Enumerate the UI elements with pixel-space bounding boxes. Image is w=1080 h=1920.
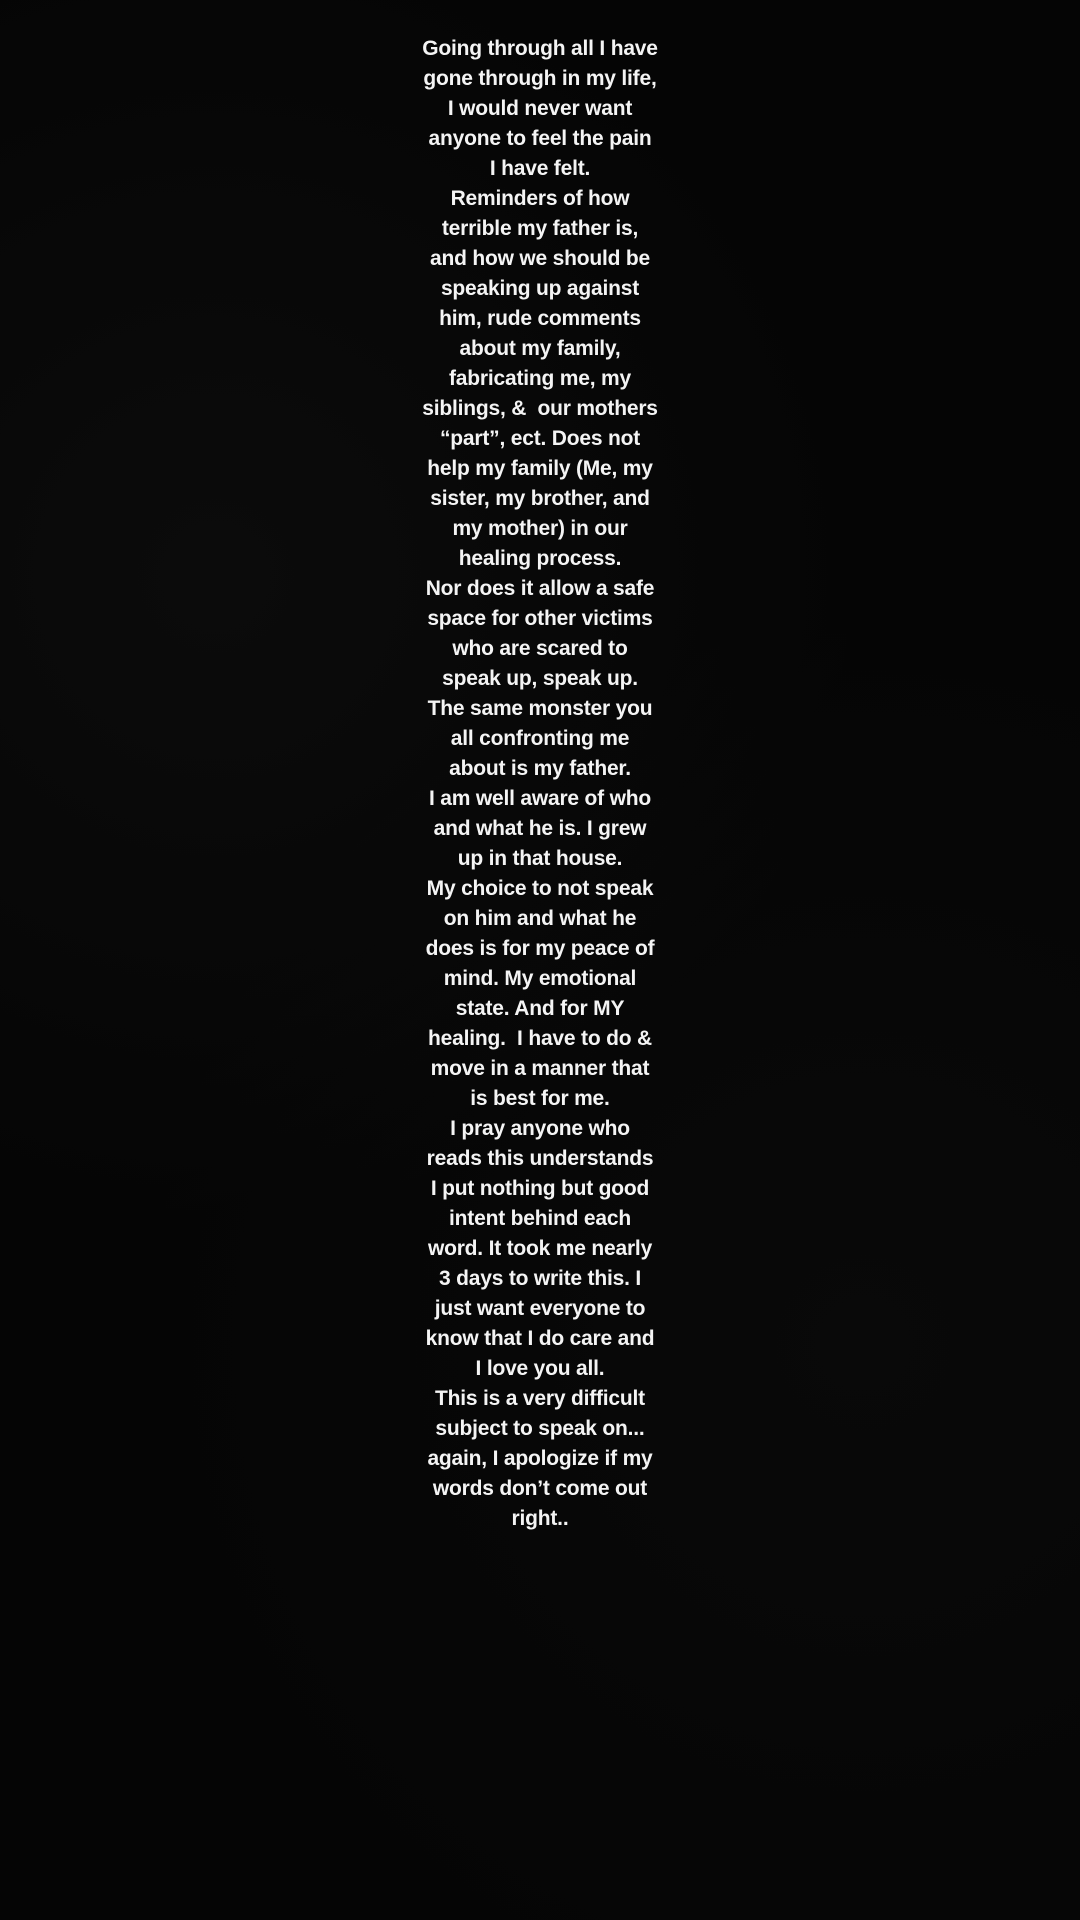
story-line: does is for my peace of: [425, 937, 655, 960]
story-line: help my family (Me, my: [427, 457, 653, 480]
story-line: all confronting me: [450, 727, 630, 750]
story-line: on him and what he: [443, 907, 637, 930]
story-line: I am well aware of who: [429, 787, 651, 810]
story-line: space for other victims: [427, 607, 653, 630]
story-line: just want everyone to: [434, 1297, 646, 1320]
story-line: is best for me.: [470, 1087, 610, 1110]
story-line: word. It took me nearly: [427, 1237, 653, 1260]
story-line: I love you all.: [475, 1357, 605, 1380]
story-line: terrible my father is,: [441, 217, 639, 240]
story-line: reads this understands: [426, 1147, 654, 1170]
story-line: and what he is. I grew: [433, 817, 647, 840]
story-line: move in a manner that: [430, 1057, 650, 1080]
story-line: This is a very difficult: [435, 1387, 645, 1410]
story-line: I pray anyone who: [450, 1117, 630, 1140]
story-line: I put nothing but good: [430, 1177, 650, 1200]
story-line: “part”, ect. Does not: [440, 427, 640, 450]
story-line: gone through in my life,: [423, 67, 657, 90]
story-line: intent behind each: [449, 1207, 631, 1230]
story-line: mind. My emotional: [443, 967, 637, 990]
story-line: The same monster you: [427, 697, 653, 720]
story-line: speaking up against: [440, 277, 640, 300]
story-line: anyone to feel the pain: [428, 127, 652, 150]
story-line: Nor does it allow a safe: [425, 577, 655, 600]
story-line: about my family,: [459, 337, 621, 360]
story-line: healing. I have to do &: [428, 1027, 652, 1050]
story-line: Reminders of how: [450, 187, 630, 210]
story-line: I would never want: [447, 97, 633, 120]
story-text-block: [0, 34, 1080, 1534]
story-line: siblings, & our mothers: [422, 397, 658, 420]
story-line: healing process.: [458, 547, 622, 570]
story-line: Going through all I have: [422, 37, 658, 60]
story-line: him, rude comments: [439, 307, 641, 330]
story-line: words don’t come out: [432, 1477, 648, 1500]
story-line: My choice to not speak: [426, 877, 654, 900]
story-line: my mother) in our: [452, 517, 628, 540]
story-line: state. And for MY: [455, 997, 625, 1020]
story-line: I have felt.: [489, 157, 591, 180]
story-line: 3 days to write this. I: [439, 1267, 641, 1290]
story-line: subject to speak on...: [435, 1417, 645, 1440]
story-line: speak up, speak up.: [442, 667, 638, 690]
story-line: fabricating me, my: [449, 367, 631, 390]
story-line: again, I apologize if my: [427, 1447, 653, 1470]
story-line: sister, my brother, and: [430, 487, 650, 510]
story-line: know that I do care and: [425, 1327, 655, 1350]
story-line: right..: [511, 1507, 569, 1530]
story-line: and how we should be: [429, 247, 650, 270]
story-line: about is my father.: [449, 757, 631, 780]
story-line: who are scared to: [452, 637, 628, 660]
story-line: up in that house.: [457, 847, 623, 870]
